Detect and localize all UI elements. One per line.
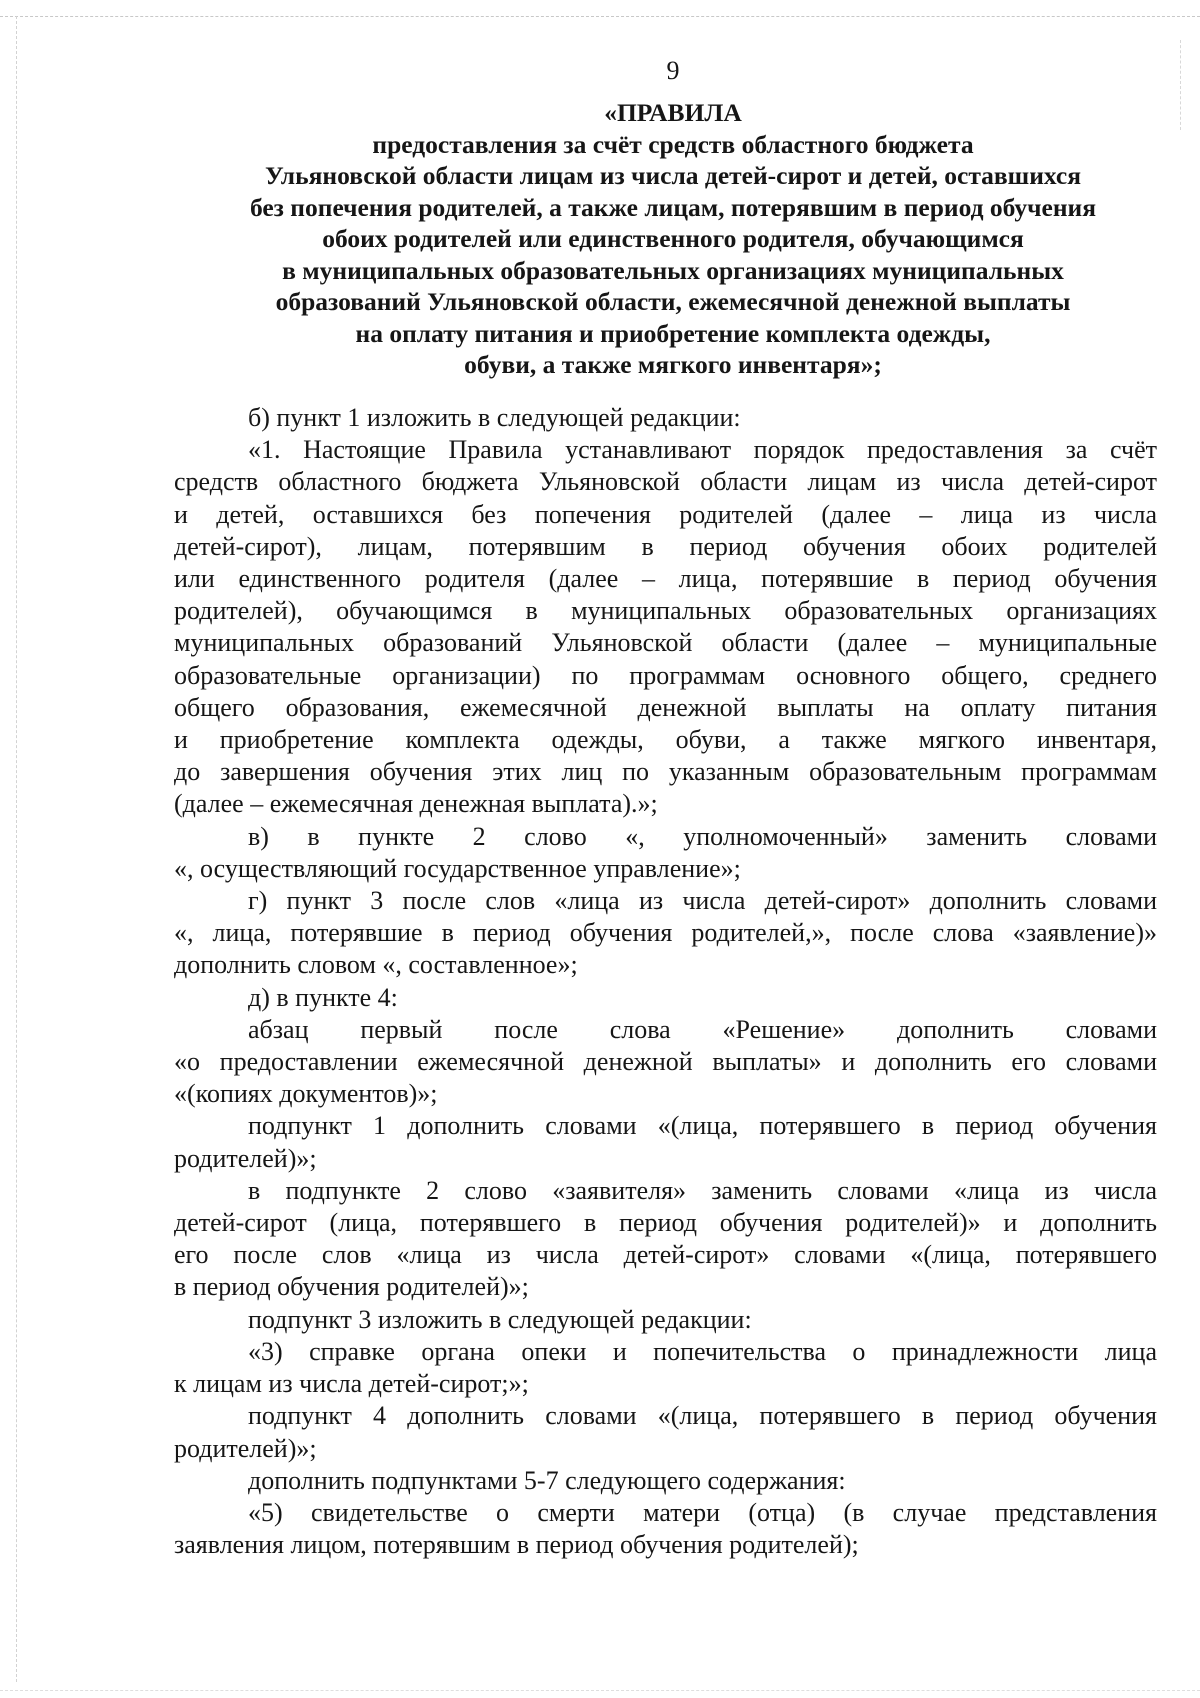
- text-line: заявления лицом, потерявшим в период обучения родителей);: [174, 1530, 859, 1560]
- text-line: «, лица, потерявшие в период обучения родителей,», после слова «заявление)»: [174, 918, 1157, 948]
- document-title: [170, 97, 1176, 381]
- text-line: или единственного родителя (далее – лица, потерявшие в период обучения: [174, 564, 1157, 594]
- text-line: «(копиях документов)»;: [174, 1079, 438, 1109]
- title-line: «ПРАВИЛА: [604, 98, 742, 127]
- text-line: дополнить словом «, составленное»;: [174, 950, 578, 980]
- text-line: детей-сирот (лица, потерявшего в период обучения родителей)» и дополнить: [174, 1208, 1157, 1238]
- text-line: дополнить подпунктами 5-7 следующего содержания:: [248, 1465, 846, 1495]
- text-line: в период обучения родителей)»;: [174, 1272, 529, 1302]
- text-line: средств областного бюджета Ульяновской области лицам из числа детей-сирот: [174, 467, 1157, 497]
- scan-edge-bottom: [0, 1690, 1200, 1691]
- text-line: общего образования, ежемесячной денежной выплаты на оплату питания: [174, 692, 1157, 722]
- text-line: его после слов «лица из числа детей-сирот» словами «(лица, потерявшего: [174, 1240, 1157, 1270]
- text-line: в) в пункте 2 слово «, уполномоченный» заменить словами: [248, 821, 1157, 851]
- text-line: «1. Настоящие Правила устанавливают порядок предоставления за счёт: [248, 435, 1157, 465]
- title-line: в муниципальных образовательных организациях муниципальных: [282, 255, 1064, 285]
- text-line: образовательные организации) по программам основного общего, среднего: [174, 660, 1157, 690]
- text-line: «3) справке органа опеки и попечительства о принадлежности лица: [248, 1336, 1157, 1366]
- text-line: б) пункт 1 изложить в следующей редакции:: [248, 403, 741, 432]
- text-line: к лицам из числа детей-сирот;»;: [174, 1369, 529, 1399]
- text-line: и приобретение комплекта одежды, обуви, а также мягкого инвентаря,: [174, 725, 1157, 755]
- text-line: родителей)»;: [174, 1433, 317, 1463]
- text-line: и детей, оставшихся без попечения родителей (далее – лица из числа: [174, 499, 1157, 529]
- title-line: Ульяновской области лицам из числа детей-сирот и детей, оставшихся: [264, 161, 1082, 190]
- text-line: до завершения обучения этих лиц по указанным образовательным программам: [174, 757, 1157, 787]
- text-line: родителей)»;: [174, 1143, 317, 1173]
- text-line: подпункт 3 изложить в следующей редакции:: [248, 1304, 752, 1334]
- scan-edge-top: [0, 16, 1200, 17]
- text-line: подпункт 1 дополнить словами «(лица, потерявшего в период обучения: [248, 1111, 1157, 1141]
- text-line: подпункт 4 дополнить словами «(лица, потерявшего в период обучения: [248, 1401, 1157, 1431]
- title-line: без попечения родителей, а также лицам, потерявшим в период обучения: [249, 192, 1097, 222]
- text-line: «о предоставлении ежемесячной денежной выплаты» и дополнить его словами: [174, 1047, 1157, 1077]
- title-line: образований Ульяновской области, ежемесячной денежной выплаты: [275, 287, 1071, 316]
- title-line: предоставления за счёт средств областного бюджета: [372, 129, 974, 159]
- scan-edge-left: [16, 16, 17, 1682]
- text-line: в подпункте 2 слово «заявителя» заменить словами «лица из числа: [248, 1175, 1157, 1205]
- text-line: «5) свидетельстве о смерти матери (отца) (в случае представления: [248, 1497, 1157, 1527]
- title-line: обуви, а также мягкого инвентаря»;: [464, 350, 882, 379]
- text-line: абзац первый после слова «Решение» дополнить словами: [248, 1014, 1157, 1044]
- document-body: [174, 402, 1157, 1561]
- title-line: на оплату питания и приобретение комплекта одежды,: [355, 318, 991, 348]
- text-line: «, осуществляющий государственное управление»;: [174, 853, 741, 883]
- text-line: муниципальных образований Ульяновской области (далее – муниципальные: [174, 628, 1157, 658]
- text-line: г) пункт 3 после слов «лица из числа детей-сирот» дополнить словами: [248, 886, 1157, 916]
- page-number: 9: [666, 56, 680, 85]
- title-line: обоих родителей или единственного родителя, обучающимся: [322, 224, 1024, 253]
- text-line: детей-сирот), лицам, потерявшим в период обучения обоих родителей: [174, 531, 1157, 561]
- text-line: родителей), обучающимся в муниципальных образовательных организациях: [174, 596, 1157, 626]
- text-line: (далее – ежемесячная денежная выплата).»;: [174, 789, 658, 819]
- text-line: д) в пункте 4:: [248, 982, 398, 1012]
